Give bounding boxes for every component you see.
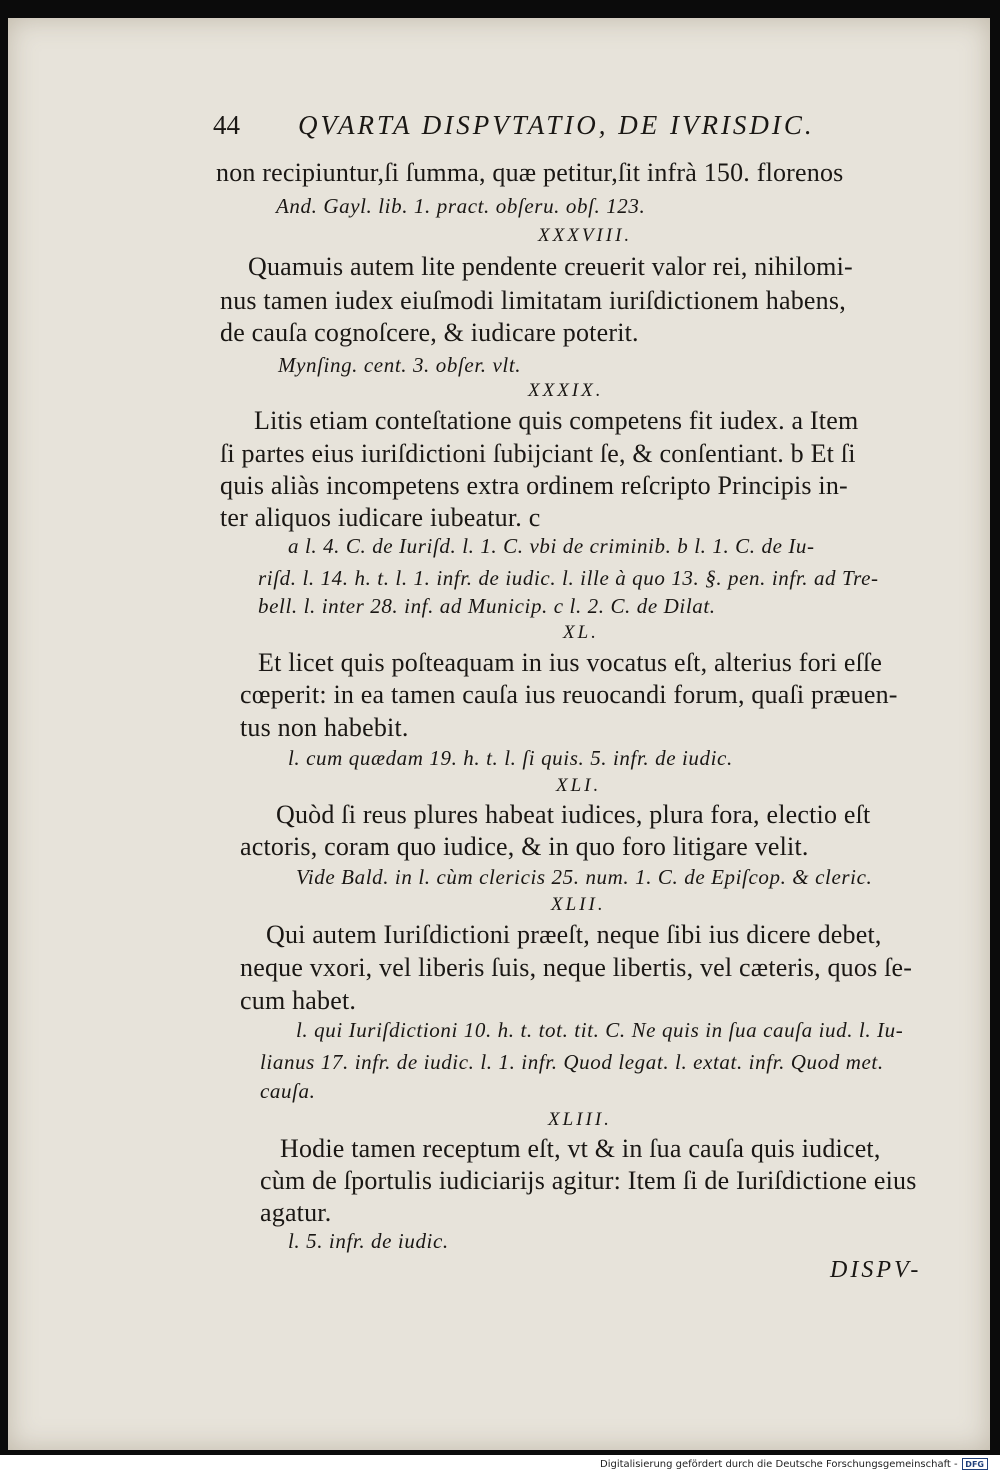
section-number: XLII. — [551, 894, 606, 915]
text-line: cùm de ſportulis iudiciarijs agitur: Item ſi de Iuriſdictione eius — [260, 1166, 917, 1195]
citation-line: And. Gayl. lib. 1. pract. obſeru. obſ. 123. — [276, 194, 646, 218]
text-line: Hodie tamen receptum eſt, vt & in ſua cauſa quis iudicet, — [280, 1134, 881, 1163]
citation-line: l. cum quædam 19. h. t. l. ſi quis. 5. infr. de iudic. — [288, 746, 733, 770]
text-line: tus non habebit. — [240, 713, 409, 742]
text-line: cum habet. — [240, 986, 357, 1015]
text-line: Litis etiam conteſtatione quis competens fit iudex. a Item — [254, 406, 859, 435]
footnote-line: a l. 4. C. de Iuriſd. l. 1. C. vbi de criminib. b l. 1. C. de Iu- — [288, 534, 815, 558]
text-line: Quamuis autem lite pendente creuerit valor rei, nihilomi- — [248, 252, 853, 281]
text-line: ter aliquos iudicare iubeatur. c — [220, 503, 541, 532]
citation-line: Mynſing. cent. 3. obſer. vlt. — [278, 353, 522, 377]
footer-text: Digitalisierung gefördert durch die Deutsche Forschungsgemeinschaft - — [600, 1458, 958, 1470]
footnote-line: riſd. l. 14. h. t. l. 1. infr. de iudic. l. ille à quo 13. §. pen. infr. ad Tre- — [258, 566, 879, 590]
section-number: XXXVIII. — [538, 225, 633, 246]
running-head: QVARTA DISPVTATIO, DE IVRISDIC. — [298, 110, 815, 140]
text-line: cœperit: in ea tamen cauſa ius reuocandi forum, quaſi præuen- — [240, 680, 898, 709]
text-line: non recipiuntur,ſi ſumma, quæ petitur,ſit infrà 150. florenos — [216, 158, 844, 187]
citation-line: lianus 17. infr. de iudic. l. 1. infr. Quod legat. l. extat. infr. Quod met. — [260, 1050, 884, 1074]
citation-line: cauſa. — [260, 1079, 316, 1103]
text-line: quis aliàs incompetens extra ordinem reſcripto Principis in- — [220, 471, 848, 500]
dfg-logo: DFG — [962, 1458, 988, 1470]
text-line: Qui autem Iuriſdictioni præeſt, neque ſibi ius dicere debet, — [266, 920, 882, 949]
catchword: DISPV- — [830, 1257, 922, 1283]
page-number: 44 — [213, 110, 240, 140]
section-number: XLIII. — [548, 1109, 612, 1130]
text-line: nus tamen iudex eiuſmodi limitatam iuriſdictionem habens, — [220, 286, 846, 315]
citation-line: l. 5. infr. de iudic. — [288, 1229, 449, 1253]
text-line: actoris, coram quo iudice, & in quo foro litigare velit. — [240, 832, 809, 861]
text-line: neque vxori, vel liberis ſuis, neque libertis, vel cæteris, quos ſe- — [240, 953, 913, 982]
text-line: de cauſa cognoſcere, & iudicare poterit. — [220, 318, 639, 347]
text-line: ſi partes eius iuriſdictioni ſubijciant ſe, & conſentiant. b Et ſi — [220, 439, 856, 468]
citation-line: l. qui Iuriſdictioni 10. h. t. tot. tit. C. Ne quis in ſua cauſa iud. l. Iu- — [296, 1018, 904, 1042]
section-number: XXXIX. — [528, 380, 604, 401]
section-number: XLI. — [556, 775, 602, 796]
footnote-line: bell. l. inter 28. inf. ad Municip. c l. 2. C. de Dilat. — [258, 594, 716, 618]
book-page — [8, 18, 990, 1450]
text-line: agatur. — [260, 1198, 332, 1227]
text-line: Et licet quis poſteaquam in ius vocatus eſt, alterius fori eſſe — [258, 648, 883, 677]
section-number: XL. — [563, 622, 599, 643]
footer — [600, 1457, 988, 1471]
citation-line: Vide Bald. in l. cùm clericis 25. num. 1. C. de Epiſcop. & cleric. — [296, 865, 873, 889]
text-line: Quòd ſi reus plures habeat iudices, plura fora, electio eſt — [276, 800, 871, 829]
